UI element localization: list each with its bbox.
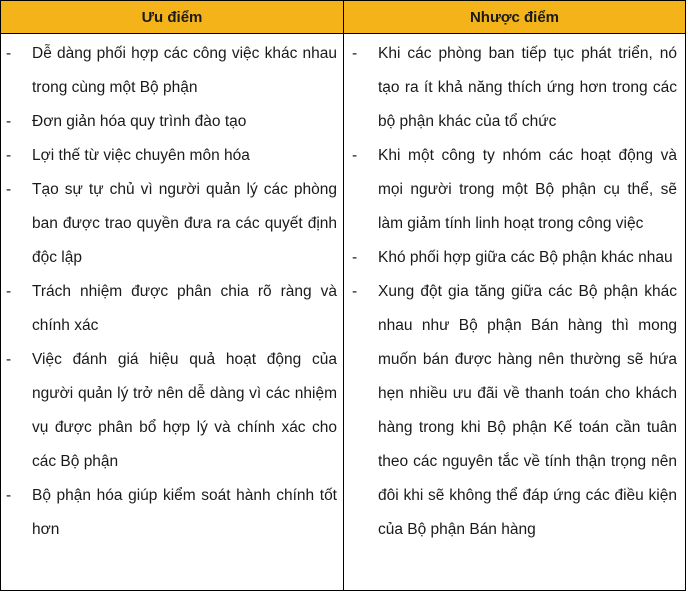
list-item [352, 37, 677, 139]
bullet-dash: - [6, 487, 12, 504]
bullet-dash: - [352, 249, 358, 266]
advantages-cell [1, 34, 344, 590]
list-item [352, 275, 677, 547]
advantages-list [6, 37, 337, 547]
list-item [6, 37, 337, 105]
advantage-text: Dễ dàng phối hợp các công việc khác nhau trong cùng một Bộ phận [32, 45, 337, 96]
disadvantage-text: Khi một công ty nhóm các hoạt động và mọi người trong một Bộ phận cụ thể, sẽ làm giảm tính linh hoạt trong công việc [378, 147, 677, 232]
advantage-text: Trách nhiệm được phân chia rõ ràng và chính xác [32, 283, 337, 334]
bullet-dash: - [352, 45, 358, 62]
header-advantages: Ưu điểm [1, 1, 344, 34]
disadvantage-text: Xung đột gia tăng giữa các Bộ phận khác nhau như Bộ phận Bán hàng thì mong muốn bán được hàng nên thường sẽ hứa hẹn nhiều ưu đãi về thanh toán cho khách hàng trong khi Bộ phận Kế toán cần tuân theo các nguyên tắc về tính thận trọng nên đôi khi sẽ không thể đáp ứng các điều kiện của Bộ phận Bán hàng [378, 283, 677, 538]
disadvantage-text: Khi các phòng ban tiếp tục phát triển, nó tạo ra ít khả năng thích ứng hơn trong các bộ phận khác của tổ chức [378, 45, 677, 130]
bullet-dash: - [6, 351, 12, 368]
advantage-text: Tạo sự tự chủ vì người quản lý các phòng ban được trao quyền đưa ra các quyết định độc lập [32, 181, 337, 266]
header-disadvantages: Nhược điểm [344, 1, 685, 34]
advantage-text: Đơn giản hóa quy trình đào tạo [32, 113, 247, 130]
disadvantage-text: Khó phối hợp giữa các Bộ phận khác nhau [378, 249, 673, 266]
bullet-dash: - [352, 283, 358, 300]
advantage-text: Việc đánh giá hiệu quả hoạt động của người quản lý trở nên dễ dàng vì các nhiệm vụ được phân bổ hợp lý và chính xác cho các Bộ phận [32, 351, 337, 470]
list-item [6, 343, 337, 479]
list-item [352, 139, 677, 241]
list-item [6, 479, 337, 547]
bullet-dash: - [6, 181, 12, 198]
list-item [352, 241, 677, 275]
list-item [6, 275, 337, 343]
disadvantages-list [352, 37, 677, 547]
list-item [6, 173, 337, 275]
bullet-dash: - [352, 147, 358, 164]
list-item [6, 105, 337, 139]
bullet-dash: - [6, 45, 12, 62]
advantage-text: Lợi thế từ việc chuyên môn hóa [32, 147, 250, 164]
advantage-text: Bộ phận hóa giúp kiểm soát hành chính tốt hơn [32, 487, 337, 538]
bullet-dash: - [6, 283, 12, 300]
disadvantages-cell [344, 34, 685, 590]
bullet-dash: - [6, 147, 12, 164]
list-item [6, 139, 337, 173]
bullet-dash: - [6, 113, 12, 130]
